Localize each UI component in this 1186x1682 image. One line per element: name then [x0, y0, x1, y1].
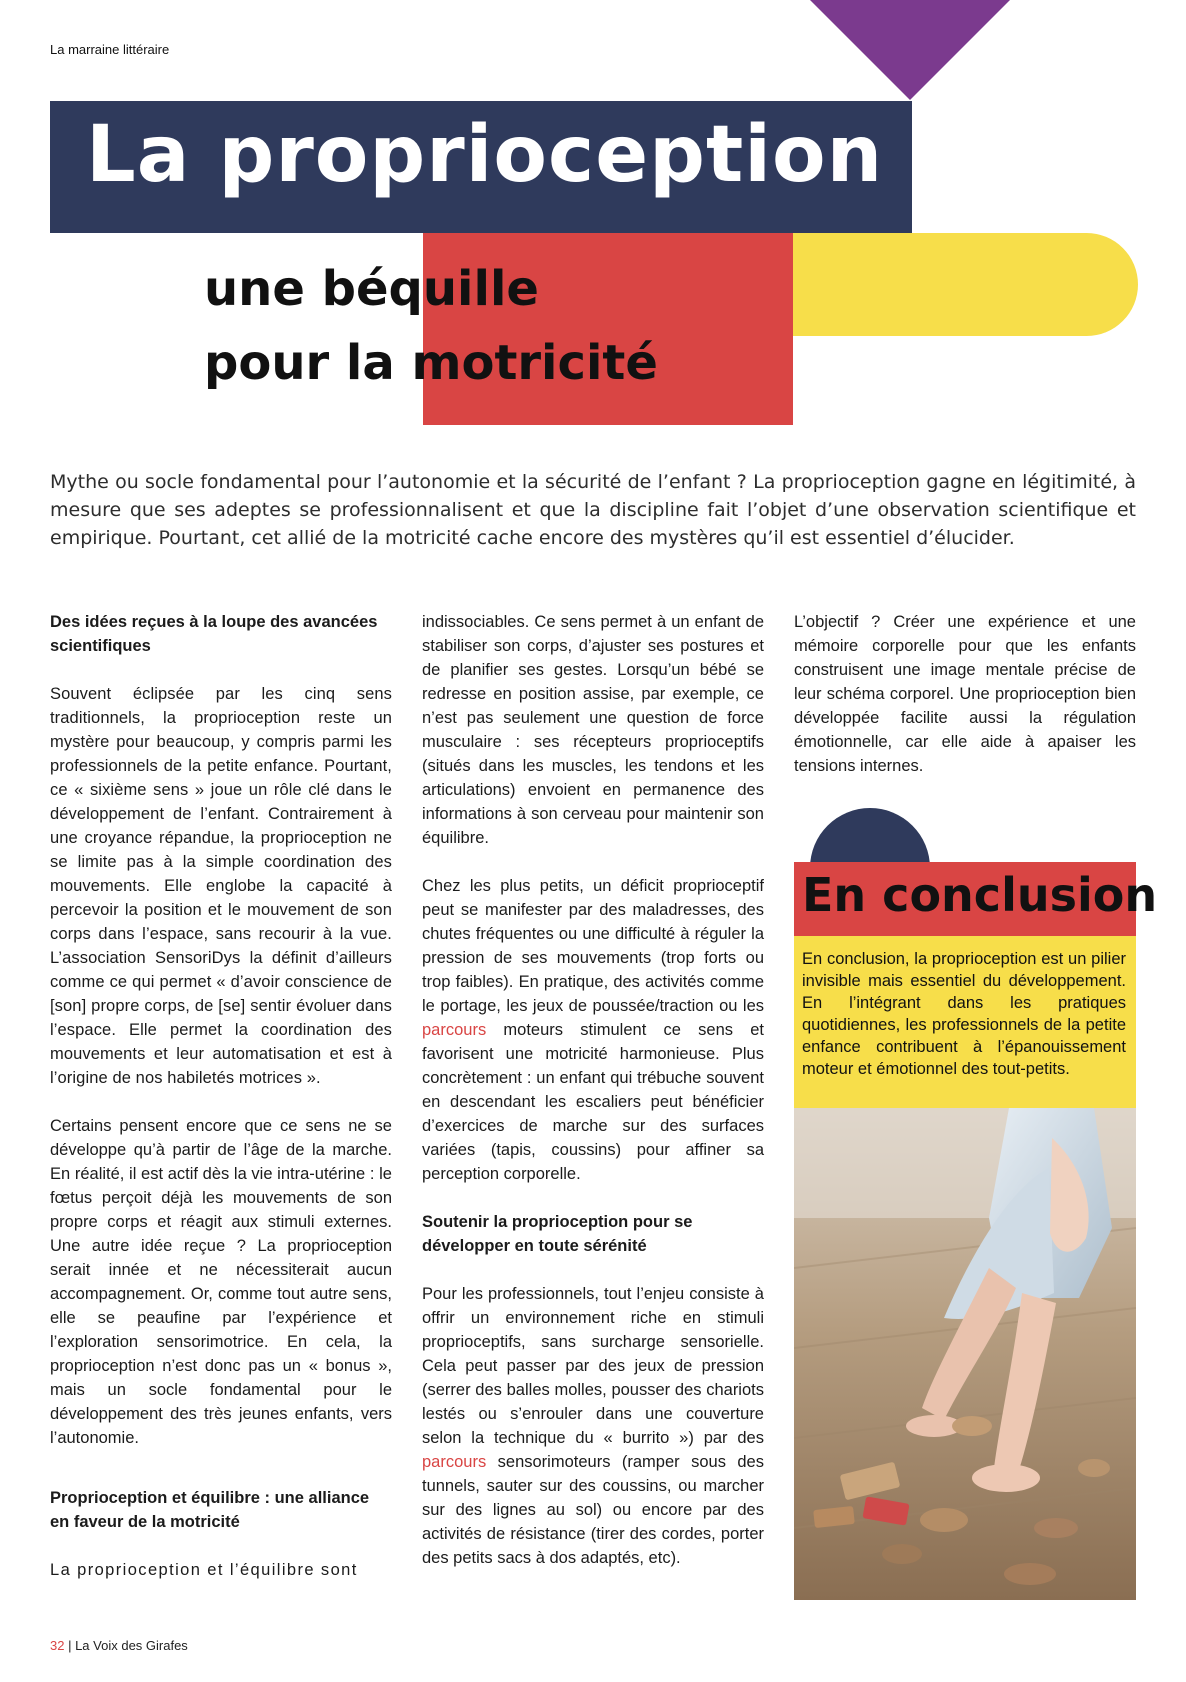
text-run: Chez les plus petits, un déficit proprioceptif peut se manifester par des maladresses, des chutes fréquentes ou une difficulté à réguler la pression de ses mouvements (trop forts ou trop faibles). En pratique, des activités comme le portage, les jeux de poussée/traction ou les: [422, 877, 764, 1015]
parcours-link[interactable]: parcours: [422, 1453, 487, 1471]
intro-paragraph: Mythe ou socle fondamental pour l’autonomie et la sécurité de l’enfant ? La proprioception gagne en légitimité, à mesure que ses adeptes se professionnalisent et que la discipline fait l’objet d’une observation scientifique et empirique. Pourtant, cet allié de la motricité cache encore des mystères qu’il est essentiel d’élucider.: [50, 471, 1136, 549]
paragraph: L’objectif ? Créer une expérience et une mémoire corporelle pour que les enfants construisent une image mentale précise de leur schéma corporel. Une proprioception bien développée facilite aussi la régulation émotionnelle, car elle aide à apaiser les tensions internes.: [794, 613, 1136, 775]
yellow-pill-decoration: [793, 233, 1138, 336]
paragraph: indissociables. Ce sens permet à un enfant de stabiliser son corps, d’ajuster ses postures et de planifier ses gestes. Lorsqu’un bébé se redresse en position assise, par exemple, ce n’est pas seulement une question de force musculaire : ses récepteurs proprioceptifs (situés dans les muscles, les tendons et les articulations) envoient en permanence des informations à son cerveau pour maintenir son équilibre.: [422, 613, 764, 847]
subtitle: [204, 252, 658, 400]
section-heading: Soutenir la proprioception pour se développer en toute sérénité: [422, 1213, 693, 1255]
text-run: sensorimoteurs (ramper sous des tunnels, sauter sur des coussins, ou marcher sur des lignes au sol) ou encore par des activités de résistance (tirer des cordes, porter des petits sacs à dos adaptés, etc).: [422, 1453, 764, 1567]
parcours-link[interactable]: parcours: [422, 1021, 487, 1039]
page-footer: [50, 1638, 188, 1653]
paragraph: La proprioception et l’équilibre sont: [50, 1561, 358, 1579]
subtitle-line-1: une béquille: [204, 261, 539, 317]
column-2: [422, 610, 764, 1594]
page-title: La proprioception :: [86, 110, 944, 200]
text-run: moteurs stimulent ce sens et favorisent une motricité harmonieuse. Plus concrètement : un enfant qui trébuche souvent en descendant les escaliers peut bénéficier d’exercices de marche sur des surfaces variées (tapis, coussins) pour affiner sa perception corporelle.: [422, 1021, 764, 1183]
subtitle-line-2: pour la motricité: [204, 335, 658, 391]
text-run: Pour les professionnels, tout l’enjeu consiste à offrir un environnement riche en stimuli proprioceptifs, sans surcharge sensorielle. Cela peut passer par des jeux de pression (serrer des balles molles, pousser des chariots lestés ou s’enrouler dans une couverture selon la technique du « burrito ») par des: [422, 1285, 764, 1447]
publication-name: La Voix des Girafes: [75, 1638, 188, 1653]
page-number: 32: [50, 1638, 65, 1653]
paragraph: [422, 874, 764, 1186]
purple-triangle-decoration: [810, 0, 1010, 100]
section-heading: Proprioception et équilibre : une alliance en faveur de la motricité: [50, 1489, 370, 1531]
paragraph: Certains pensent encore que ce sens ne se développe qu’à partir de l’âge de la marche. En réalité, il est actif dès la vie intra-utérine : le fœtus perçoit déjà les mouvements de son propre corps et réagit aux stimuli externes. Une autre idée reçue ? La proprioception serait innée et ne nécessiterait aucun accompagnement. Or, comme tout autre sens, elle se peaufine par l’expérience et l’exploration sensorimotrice. En cela, la proprioception n’est donc pas un « bonus », mais un socle fondamental pour le développement des très jeunes enfants, vers l’autonomie.: [50, 1117, 392, 1447]
child-photo-illustration: [794, 1108, 1136, 1600]
column-3: [794, 610, 1136, 802]
conclusion-title: En conclusion: [802, 868, 1158, 922]
column-1: [50, 610, 392, 1606]
section-heading: Des idées reçues à la loupe des avancées scientifiques: [50, 613, 378, 655]
child-photo: [794, 1108, 1136, 1600]
footer-separator: |: [64, 1638, 76, 1653]
section-label: La marraine littéraire: [50, 42, 170, 57]
paragraph: [422, 1282, 764, 1570]
paragraph: Souvent éclipsée par les cinq sens traditionnels, la proprioception reste un mystère pour beaucoup, y compris parmi les professionnels de la petite enfance. Pourtant, ce « sixième sens » joue un rôle clé dans le développement de l’enfant. Contrairement à une croyance répandue, la proprioception ne se limite pas à la simple coordination des mouvements. Elle englobe la capacité à percevoir la position et le mouvement de son corps dans l’espace, sans recourir à la vue. L’association SensoriDys la définit d’ailleurs comme ce qui permet « d’avoir conscience de [son] propre corps, de [se] sentir évoluer dans l’espace. Elle permet la coordination des mouvements et leur automatisation et est à l’origine de nos habiletés motrices ».: [50, 685, 392, 1087]
conclusion-text: En conclusion, la proprioception est un pilier invisible mais essentiel du développement. En l’intégrant dans les pratiques quotidiennes, les professionnels de la petite enfance contribuent à l’épanouissement moteur et émotionnel des tout-petits.: [802, 950, 1126, 1078]
